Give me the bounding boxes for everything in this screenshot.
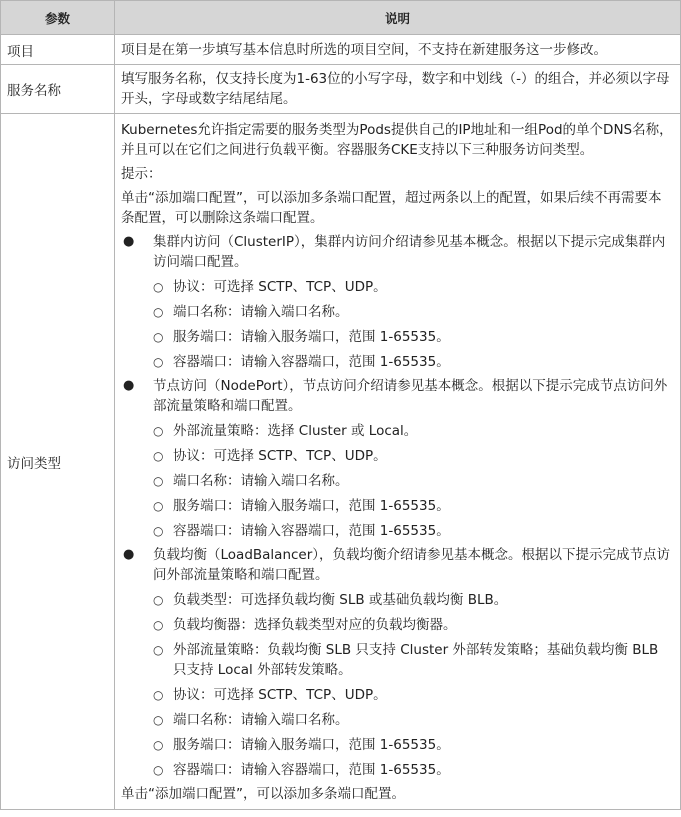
- list-item: [121, 277, 674, 297]
- item-text: 容器端口：请输入容器端口，范围 1-65535。: [173, 523, 450, 539]
- circle-bullet-icon: ○: [153, 643, 164, 657]
- desc-cell: [115, 114, 681, 810]
- circle-bullet-icon: ○: [153, 305, 164, 319]
- item-text: 服务端口：请输入服务端口，范围 1-65535。: [173, 498, 450, 514]
- tip-label: 提示：: [121, 166, 162, 182]
- list-item: [121, 327, 674, 347]
- circle-bullet-icon: ○: [153, 618, 164, 632]
- desc-text: 项目是在第一步填写基本信息时所选的项目空间，不支持在新建服务这一步修改。: [121, 41, 607, 58]
- param-cell: 项目: [1, 35, 115, 65]
- header-desc: 说明: [115, 1, 681, 35]
- desc-text: 填写服务名称，仅支持长度为1-63位的小写字母，数字和中划线（-）的组合，并必须以字母开头，字母或数字结尾结尾。: [121, 71, 670, 107]
- item-text: 服务端口：请输入服务端口，范围 1-65535。: [173, 737, 450, 753]
- table-header-row: [1, 1, 681, 35]
- list-item: [121, 685, 674, 705]
- bullet-icon: ●: [123, 547, 135, 562]
- type-text: 负载均衡（LoadBalancer），负载均衡介绍请参见基本概念。根据以下提示完成节点访问外部流量策略和端口配置。: [153, 547, 671, 583]
- bullet-icon: ●: [123, 234, 135, 249]
- list-item: [121, 735, 674, 755]
- table-row: [1, 35, 681, 65]
- item-text: 协议：可选择 SCTP、TCP、UDP。: [173, 448, 387, 464]
- circle-bullet-icon: ○: [153, 280, 164, 294]
- item-text: 容器端口：请输入容器端口，范围 1-65535。: [173, 762, 450, 778]
- item-text: 负载均衡器：选择负载类型对应的负载均衡器。: [173, 617, 457, 633]
- list-item: [121, 710, 674, 730]
- circle-bullet-icon: ○: [153, 474, 164, 488]
- circle-bullet-icon: ○: [153, 688, 164, 702]
- item-text: 容器端口：请输入容器端口，范围 1-65535。: [173, 354, 450, 370]
- list-item: [121, 545, 674, 585]
- list-item: [121, 232, 674, 272]
- table-row: [1, 65, 681, 114]
- tip-text: 单击“添加端口配置”，可以添加多条端口配置，超过两条以上的配置，如果后续不再需要本条配置，可以删除这条端口配置。: [121, 190, 662, 226]
- param-cell: 访问类型: [1, 114, 115, 810]
- item-text: 协议：可选择 SCTP、TCP、UDP。: [173, 279, 387, 295]
- circle-bullet-icon: ○: [153, 355, 164, 369]
- circle-bullet-icon: ○: [153, 593, 164, 607]
- item-text: 外部流量策略：选择 Cluster 或 Local。: [173, 423, 418, 439]
- circle-bullet-icon: ○: [153, 713, 164, 727]
- type-text: 集群内访问（ClusterIP），集群内访问介绍请参见基本概念。根据以下提示完成集群内访问端口配置。: [153, 234, 666, 270]
- circle-bullet-icon: ○: [153, 330, 164, 344]
- circle-bullet-icon: ○: [153, 424, 164, 438]
- list-item: [121, 352, 674, 372]
- list-item: [121, 446, 674, 466]
- type-text: 节点访问（NodePort），节点访问介绍请参见基本概念。根据以下提示完成节点访问外部流量策略和端口配置。: [153, 378, 668, 414]
- circle-bullet-icon: ○: [153, 499, 164, 513]
- item-text: 端口名称：请输入端口名称。: [173, 304, 349, 320]
- table-row: [1, 114, 681, 810]
- bullet-icon: ●: [123, 378, 135, 393]
- item-text: 协议：可选择 SCTP、TCP、UDP。: [173, 687, 387, 703]
- circle-bullet-icon: ○: [153, 738, 164, 752]
- desc-cell: [115, 65, 681, 114]
- item-text: 服务端口：请输入服务端口，范围 1-65535。: [173, 329, 450, 345]
- item-text: 端口名称：请输入端口名称。: [173, 712, 349, 728]
- list-item: [121, 615, 674, 635]
- item-text: 外部流量策略：负载均衡 SLB 只支持 Cluster 外部转发策略；基础负载均衡 BLB 只支持 Local 外部转发策略。: [173, 642, 659, 678]
- list-item: [121, 421, 674, 441]
- desc-cell: [115, 35, 681, 65]
- list-item: [121, 496, 674, 516]
- list-item: [121, 471, 674, 491]
- list-item: [121, 376, 674, 416]
- list-item: [121, 760, 674, 780]
- circle-bullet-icon: ○: [153, 449, 164, 463]
- circle-bullet-icon: ○: [153, 763, 164, 777]
- list-item: [121, 640, 674, 680]
- item-text: 负载类型：可选择负载均衡 SLB 或基础负载均衡 BLB。: [173, 592, 508, 608]
- circle-bullet-icon: ○: [153, 524, 164, 538]
- header-param: 参数: [1, 1, 115, 35]
- list-item: [121, 302, 674, 322]
- param-cell: 服务名称: [1, 65, 115, 114]
- intro-text: Kubernetes允许指定需要的服务类型为Pods提供自己的IP地址和一组Pod的单个DNS名称，并且可以在它们之间进行负载平衡。容器服务CKE支持以下三种服务访问类型。: [121, 122, 673, 158]
- footer-text: 单击“添加端口配置”，可以添加多条端口配置。: [121, 786, 405, 802]
- list-item: [121, 521, 674, 541]
- list-item: [121, 590, 674, 610]
- item-text: 端口名称：请输入端口名称。: [173, 473, 349, 489]
